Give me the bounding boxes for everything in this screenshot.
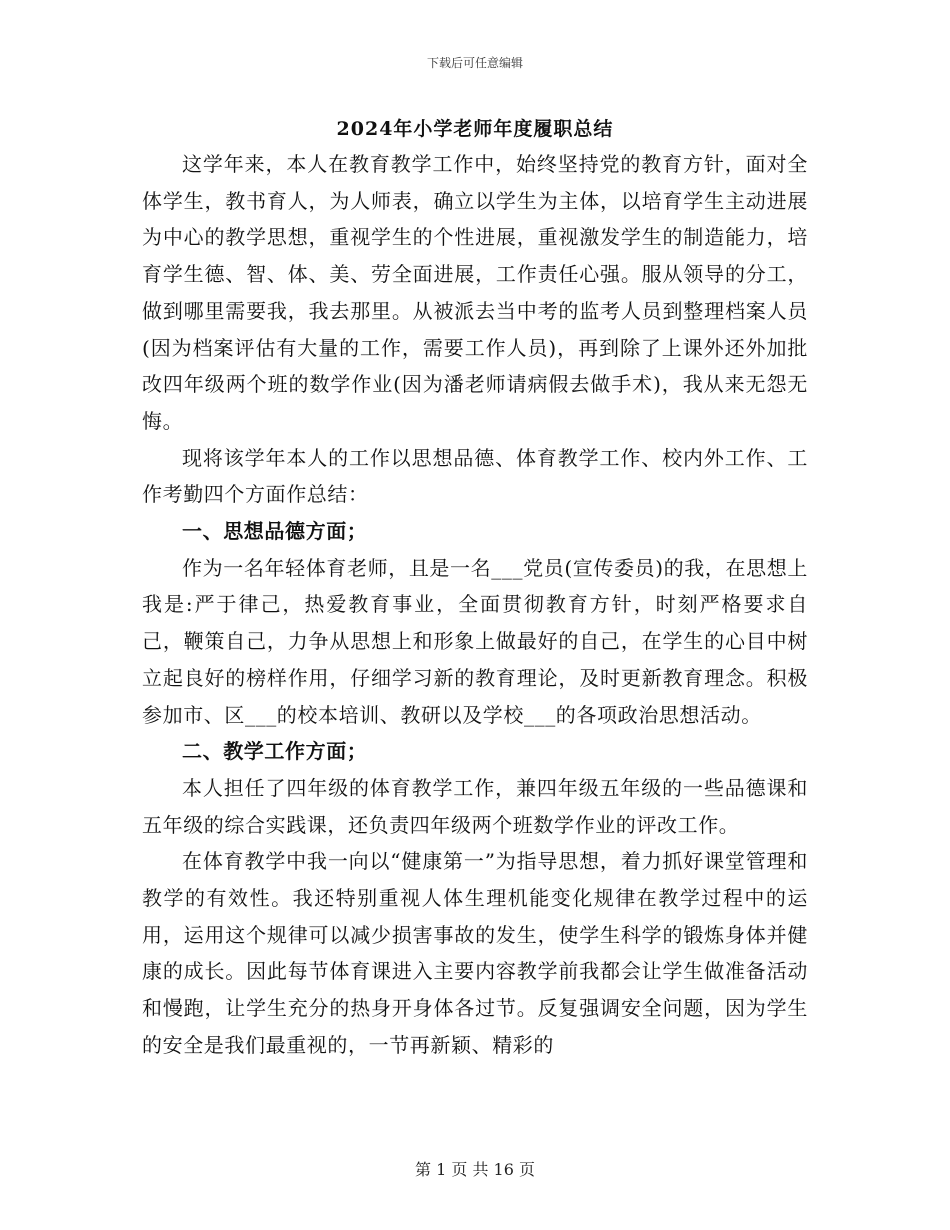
page-number: 第 1 页 共 16 页 <box>415 1160 535 1179</box>
paragraph-teaching-duties: 本人担任了四年级的体育教学工作，兼四年级五年级的一些品德课和五年级的综合实践课，还负责四年级两个班数学作业的评改工作。 <box>142 775 808 837</box>
paragraph-summary-scope: 现将该学年本人的工作以思想品德、体育教学工作、校内外工作、工作考勤四个方面作总结： <box>142 445 808 507</box>
paragraph-ideology: 作为一名年轻体育老师，且是一名___党员(宣传委员)的我，在思想上我是:严于律己，热爱教育事业，全面贯彻教育方针，时刻严格要求自己，鞭策自己，力争从思想上和形象上做最好的自己，在学生的心目中树立起良好的榜样作用，仔细学习新的教育理论，及时更新教育理念。积极参加市、区___的校本培训、教研以及学校___的各项政治思想活动。 <box>142 555 808 727</box>
document-title: 2024年小学老师年度履职总结 <box>336 118 614 140</box>
paragraph-pe-teaching: 在体育教学中我一向以“健康第一”为指导思想，着力抓好课堂管理和教学的有效性。我还特别重视人体生理机能变化规律在教学过程中的运用，运用这个规律可以减少损害事故的发生，使学生科学的锻炼身体并健康的成长。因此每节体育课进入主要内容教学前我都会让学生做准备活动和慢跑，让学生充分的热身开身体各过节。反复强调安全问题，因为学生的安全是我们最重视的，一节再新颖、精彩的 <box>142 849 808 1057</box>
section-heading-ideology: 一、思想品德方面； <box>182 519 368 544</box>
paragraph-intro: 这学年来，本人在教育教学工作中，始终坚持党的教育方针，面对全体学生，教书育人，为人师表，确立以学生为主体，以培育学生主动进展为中心的教学思想，重视学生的个性进展，重视激发学生的制造能力，培育学生德、智、体、美、劳全面进展，工作责任心强。服从领导的分工，做到哪里需要我，我去那里。从被派去当中考的监考人员到整理档案人员(因为档案评估有大量的工作，需要工作人员)，再到除了上课外还外加批改四年级两个班的数学作业(因为潘老师请病假去做手术)，我从来无怨无悔。 <box>142 152 808 433</box>
page-header-note: 下载后可任意编辑 <box>426 56 523 70</box>
section-heading-teaching: 二、教学工作方面； <box>182 739 368 764</box>
document-body <box>142 146 808 1064</box>
